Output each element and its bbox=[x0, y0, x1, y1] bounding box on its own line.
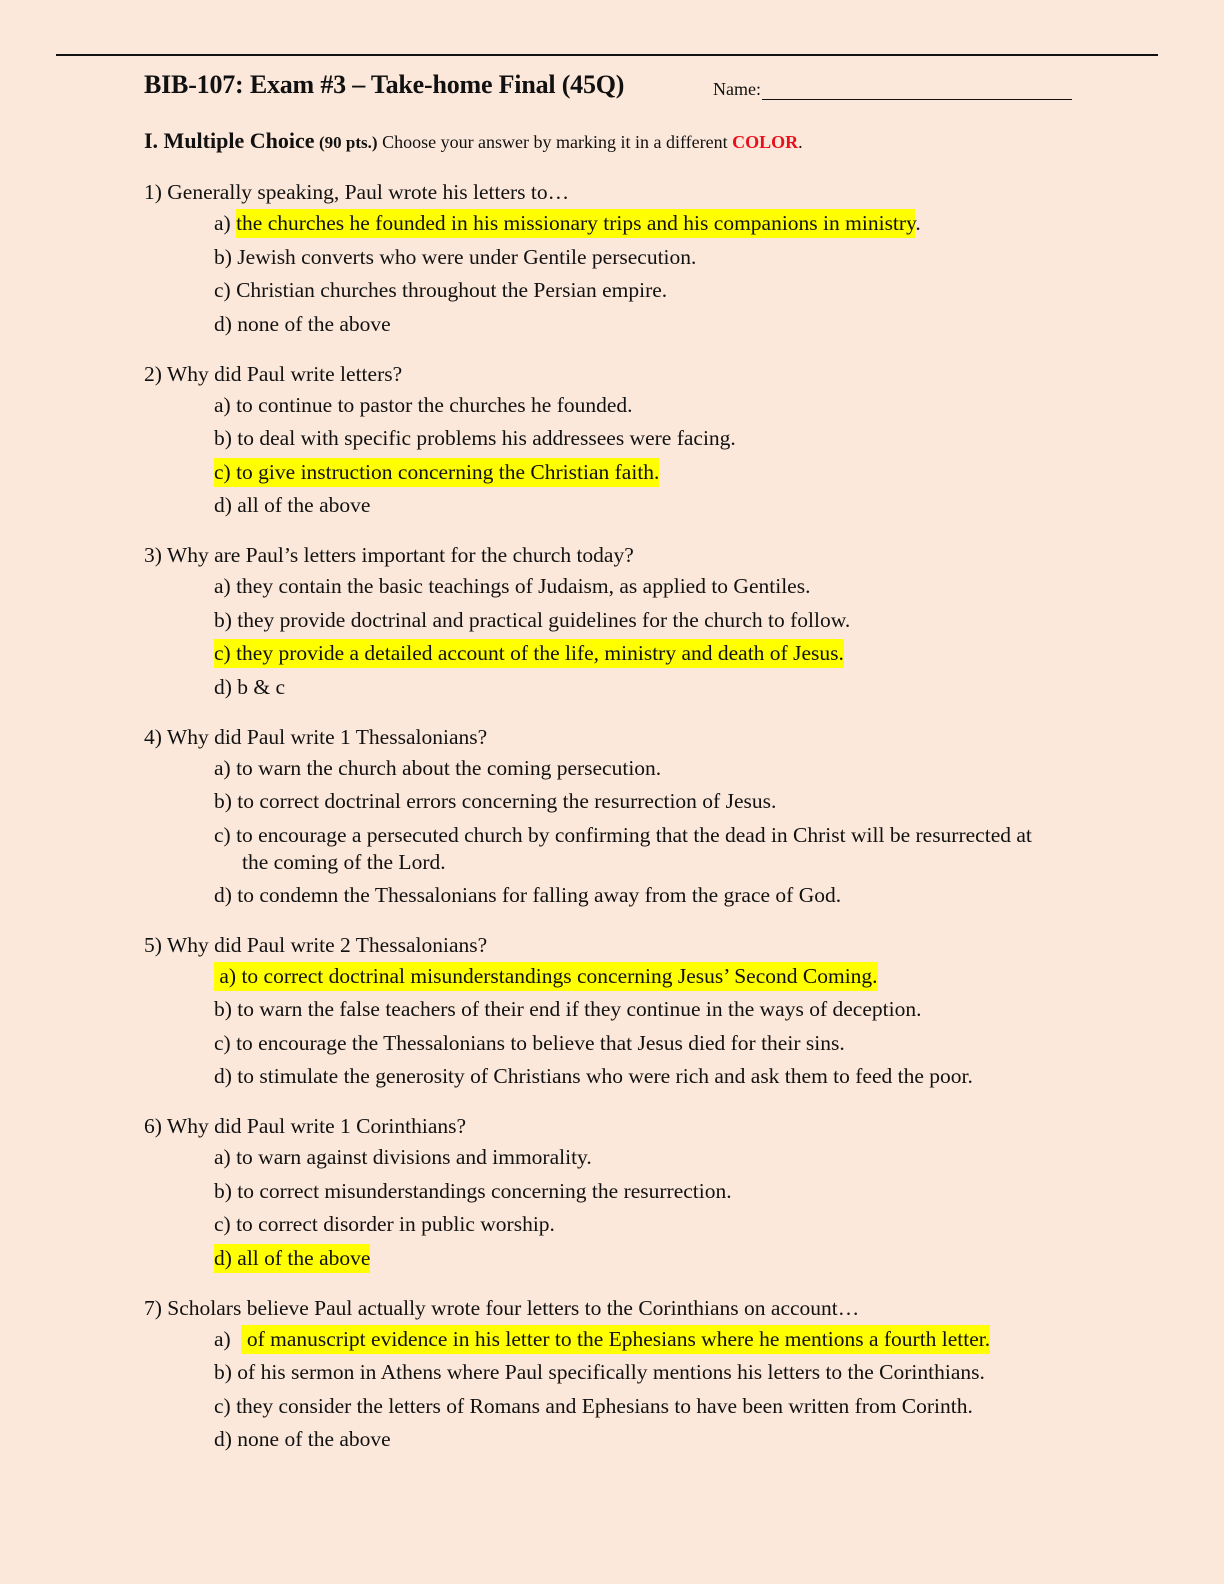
answer-option-d[interactable] bbox=[214, 489, 1124, 523]
answer-options bbox=[214, 960, 1124, 1094]
answer-option-d[interactable] bbox=[214, 308, 1124, 342]
option-text: b) they provide doctrinal and practical guidelines for the church to follow. bbox=[214, 607, 851, 632]
option-text: d) b & c bbox=[214, 674, 286, 699]
option-text: b) of his sermon in Athens where Paul specifically mentions his letters to the Corinthians. bbox=[214, 1360, 985, 1384]
answer-option-a[interactable] bbox=[214, 960, 1124, 994]
answer-option-b[interactable] bbox=[214, 785, 1124, 819]
name-label: Name: bbox=[713, 79, 761, 99]
option-text: b) to warn the false teachers of their end if they continue in the ways of deception. bbox=[214, 997, 922, 1021]
answer-options bbox=[214, 1141, 1124, 1275]
answer-option-b[interactable] bbox=[214, 604, 1124, 638]
option-text: a) to warn the church about the coming persecution. bbox=[214, 755, 662, 780]
option-text: c) to encourage the Thessalonians to believe that Jesus died for their sins. bbox=[214, 1030, 845, 1055]
option-text: d) to stimulate the generosity of Christians who were rich and ask them to feed the poor. bbox=[214, 1064, 973, 1088]
option-text: c) to correct disorder in public worship. bbox=[214, 1212, 555, 1236]
option-text: d) all of the above bbox=[214, 493, 371, 517]
option-text-highlighted: c) to give instruction concerning the Christian faith. bbox=[214, 458, 659, 487]
name-blank-line[interactable] bbox=[762, 81, 1072, 100]
option-text: c) to encourage a persecuted church by confirming that the dead in Christ will be resurrected at the coming of the Lord. bbox=[214, 822, 1032, 874]
option-text: a) to warn against divisions and immorality. bbox=[214, 1145, 592, 1169]
question-3 bbox=[144, 540, 1124, 704]
answer-option-d[interactable] bbox=[214, 1242, 1124, 1276]
option-text: d) none of the above bbox=[214, 1427, 391, 1451]
option-text: b) to correct misunderstandings concerning the resurrection. bbox=[214, 1178, 732, 1203]
answer-option-b[interactable] bbox=[214, 1175, 1124, 1209]
answer-option-c[interactable] bbox=[214, 819, 1032, 879]
name-field[interactable] bbox=[713, 79, 1072, 100]
answer-option-a[interactable] bbox=[214, 1141, 1124, 1175]
option-text-highlighted: the churches he founded in his missionary trips and his companions in ministry bbox=[236, 209, 915, 238]
question-5 bbox=[144, 930, 1124, 1094]
section-header bbox=[144, 128, 803, 154]
answer-option-d[interactable] bbox=[214, 879, 1124, 913]
option-text: a) they contain the basic teachings of Judaism, as applied to Gentiles. bbox=[214, 574, 811, 598]
answer-option-b[interactable] bbox=[214, 1356, 1124, 1390]
question-1 bbox=[144, 177, 1124, 341]
question-stem: 4) Why did Paul write 1 Thessalonians? bbox=[144, 724, 488, 749]
exam-title: BIB-107: Exam #3 – Take-home Final (45Q) bbox=[144, 70, 625, 99]
question-stem: 2) Why did Paul write letters? bbox=[144, 361, 403, 386]
answer-options bbox=[214, 207, 1124, 341]
answer-option-b[interactable] bbox=[214, 993, 1124, 1027]
answer-option-c[interactable] bbox=[214, 1208, 1124, 1242]
option-prefix: a) bbox=[214, 211, 237, 235]
question-2 bbox=[144, 359, 1124, 523]
question-list bbox=[144, 177, 1124, 1474]
question-stem: 5) Why did Paul write 2 Thessalonians? bbox=[144, 932, 488, 957]
answer-option-d[interactable] bbox=[214, 1060, 1124, 1094]
answer-options bbox=[214, 752, 1124, 913]
option-text-highlighted: a) to correct doctrinal misunderstandings concerning Jesus’ Second Coming. bbox=[214, 962, 878, 991]
option-text: a) to continue to pastor the churches he founded. bbox=[214, 392, 633, 417]
question-stem: 1) Generally speaking, Paul wrote his letters to… bbox=[144, 180, 570, 204]
answer-option-a[interactable] bbox=[214, 570, 1124, 604]
option-text: c) Christian churches throughout the Persian empire. bbox=[214, 278, 668, 302]
question-stem: 3) Why are Paul’s letters important for the church today? bbox=[144, 543, 634, 567]
section-points: (90 pts.) bbox=[319, 133, 378, 152]
answer-option-a[interactable] bbox=[214, 207, 1124, 241]
option-text-highlighted: c) they provide a detailed account of the life, ministry and death of Jesus. bbox=[214, 639, 844, 668]
answer-options bbox=[214, 389, 1124, 523]
answer-option-a[interactable] bbox=[214, 1323, 1124, 1357]
section-title: I. Multiple Choice bbox=[144, 128, 315, 153]
exam-header bbox=[144, 70, 1084, 110]
option-text: b) to correct doctrinal errors concerning the resurrection of Jesus. bbox=[214, 789, 777, 813]
instructions-period: . bbox=[798, 132, 803, 152]
option-text-highlighted: of manuscript evidence in his letter to the Ephesians where he mentions a fourth letter. bbox=[241, 1325, 990, 1354]
question-stem: 6) Why did Paul write 1 Corinthians? bbox=[144, 1114, 467, 1138]
answer-option-a[interactable] bbox=[214, 752, 1124, 786]
answer-option-c[interactable] bbox=[214, 456, 1124, 490]
option-prefix: a) bbox=[214, 1326, 242, 1351]
answer-option-b[interactable] bbox=[214, 241, 1124, 275]
question-6 bbox=[144, 1111, 1124, 1275]
answer-options bbox=[214, 570, 1124, 704]
answer-option-a[interactable] bbox=[214, 389, 1124, 423]
answer-option-c[interactable] bbox=[214, 1027, 1124, 1061]
option-suffix: . bbox=[915, 211, 921, 235]
answer-option-c[interactable] bbox=[214, 1390, 1124, 1424]
option-text: b) Jewish converts who were under Gentile persecution. bbox=[214, 244, 697, 269]
color-word: COLOR bbox=[732, 132, 799, 152]
question-4 bbox=[144, 722, 1124, 913]
option-text: c) they consider the letters of Romans and Ephesians to have been written from Corinth. bbox=[214, 1393, 973, 1418]
answer-option-c[interactable] bbox=[214, 637, 1124, 671]
answer-option-b[interactable] bbox=[214, 422, 1124, 456]
answer-options bbox=[214, 1323, 1124, 1457]
answer-option-d[interactable] bbox=[214, 671, 1124, 705]
option-text: d) to condemn the Thessalonians for falling away from the grace of God. bbox=[214, 882, 842, 907]
option-text-highlighted: d) all of the above bbox=[214, 1244, 370, 1273]
question-7 bbox=[144, 1293, 1124, 1457]
option-text: b) to deal with specific problems his addressees were facing. bbox=[214, 426, 736, 450]
option-text: d) none of the above bbox=[214, 311, 391, 336]
top-rule-divider bbox=[56, 54, 1158, 56]
answer-option-c[interactable] bbox=[214, 274, 1124, 308]
section-instructions: Choose your answer by marking it in a different bbox=[382, 132, 728, 152]
answer-option-d[interactable] bbox=[214, 1423, 1124, 1457]
question-stem: 7) Scholars believe Paul actually wrote four letters to the Corinthians on account… bbox=[144, 1295, 860, 1320]
